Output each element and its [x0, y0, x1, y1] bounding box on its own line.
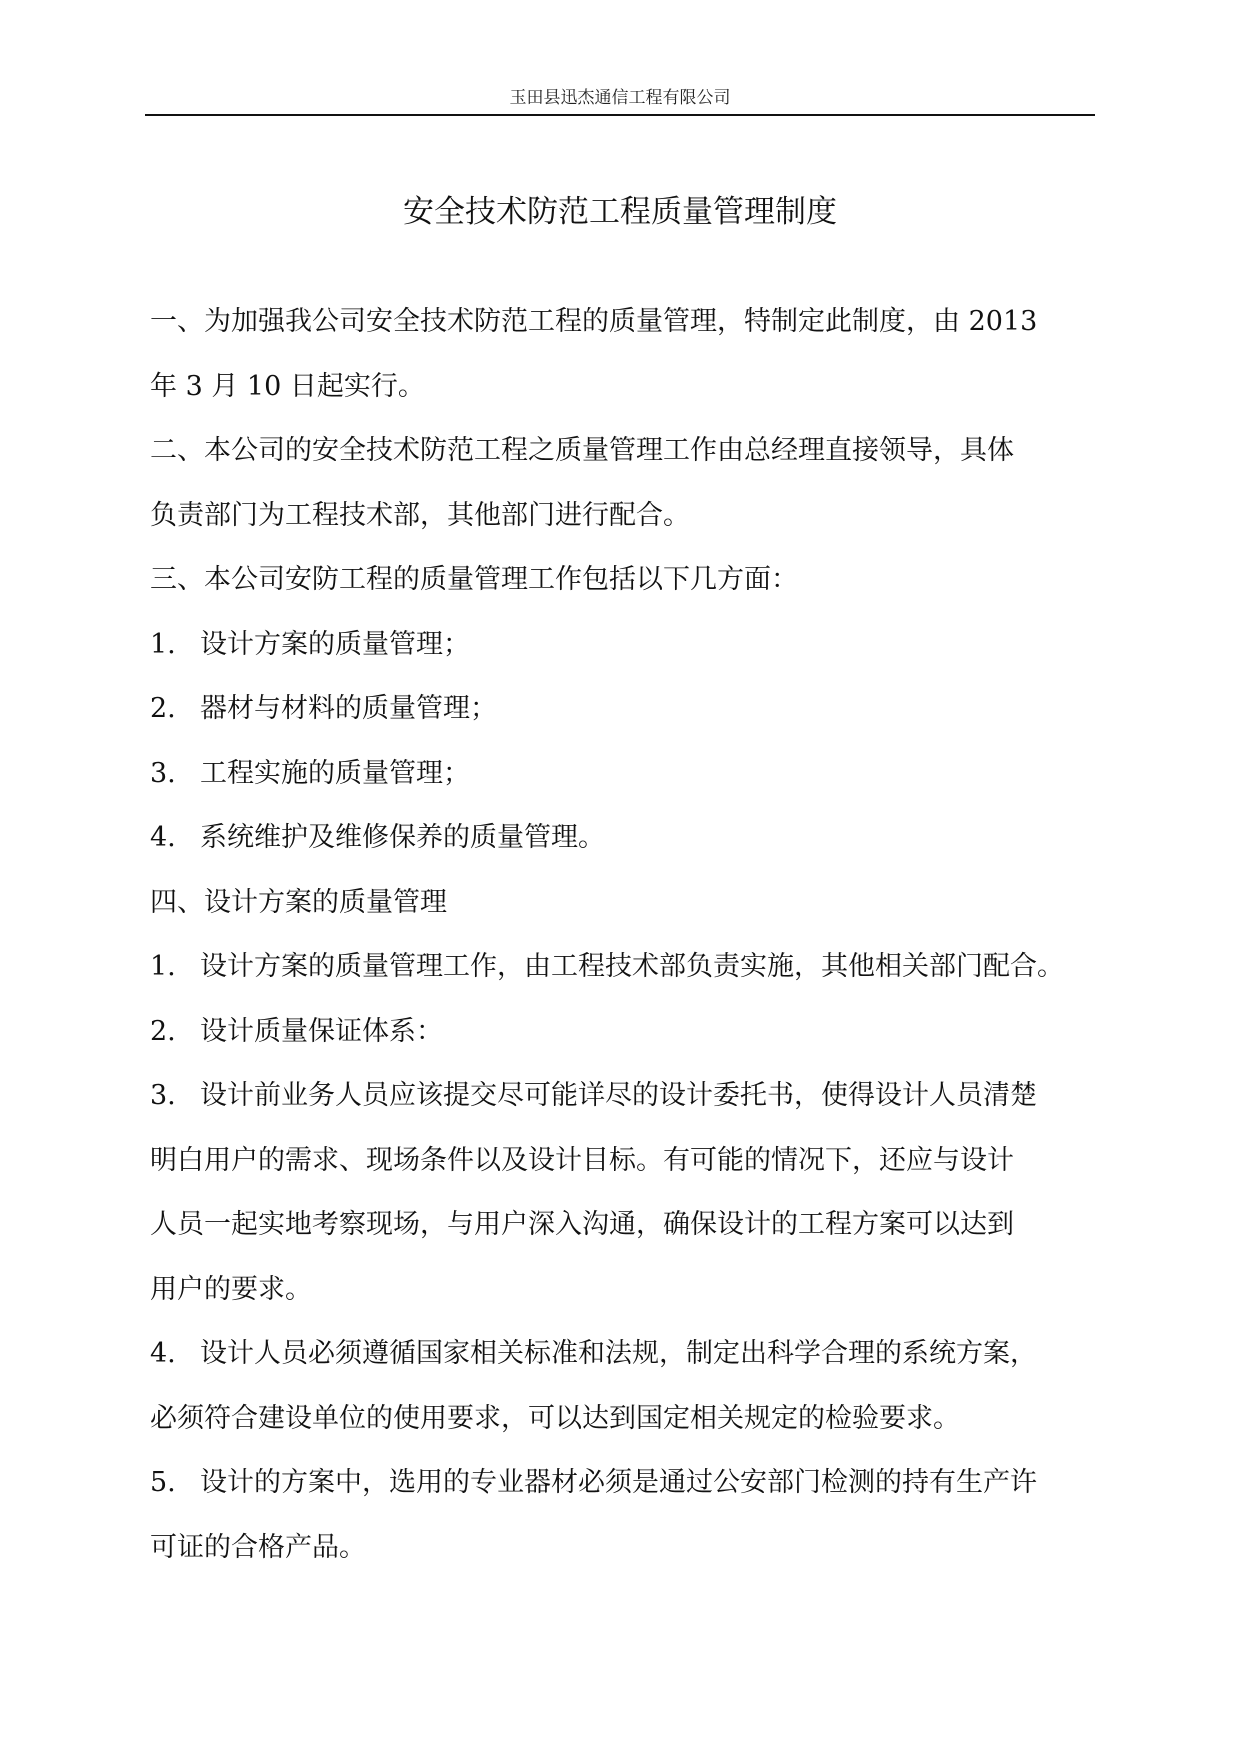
paragraph-line: 明白用户的需求、现场条件以及设计目标。有可能的情况下，还应与设计	[150, 1144, 1014, 1176]
list-item	[150, 1064, 1110, 1129]
list-item-number: 1.	[150, 951, 176, 982]
list-item-text: 设计质量保证体系：	[200, 1015, 443, 1047]
list-item-number: 2.	[150, 1015, 176, 1047]
list-item-number: 2.	[150, 693, 176, 724]
page-header-company: 玉田县迅杰通信工程有限公司	[509, 88, 731, 108]
list-item	[150, 742, 1110, 807]
list-item-number: 3.	[150, 1080, 176, 1111]
document-title: 安全技术防范工程质量管理制度	[403, 194, 837, 230]
list-item-number: 5.	[150, 1467, 176, 1498]
list-item	[150, 613, 1110, 678]
list-item-text: 设计的方案中，选用的专业器材必须是通过公安部门检测的持有生产许	[200, 1467, 1037, 1498]
header-divider	[145, 114, 1095, 116]
list-item-text: 设计方案的质量管理；	[200, 628, 470, 660]
list-item-number: 3.	[150, 757, 176, 789]
list-item-text: 设计人员必须遵循国家相关标准和法规，制定出科学合理的系统方案，	[200, 1338, 1037, 1369]
list-item	[150, 1451, 1110, 1516]
paragraph-line: 可证的合格产品。	[150, 1531, 366, 1563]
section-heading: 四、设计方案的质量管理	[150, 886, 447, 918]
list-item	[150, 806, 1110, 871]
paragraph-line: 用户的要求。	[150, 1273, 312, 1305]
list-item	[150, 1000, 1110, 1065]
list-item-number: 4.	[150, 822, 176, 853]
list-item-text: 设计方案的质量管理工作，由工程技术部负责实施，其他相关部门配合。	[200, 951, 1064, 982]
paragraph-line: 必须符合建设单位的使用要求，可以达到国定相关规定的检验要求。	[150, 1402, 960, 1434]
list-item-text: 系统维护及维修保养的质量管理。	[200, 822, 605, 853]
paragraph-line: 人员一起实地考察现场，与用户深入沟通，确保设计的工程方案可以达到	[150, 1209, 1014, 1240]
document-body	[150, 290, 1110, 1580]
list-item-number: 4.	[150, 1338, 176, 1369]
list-item	[150, 935, 1110, 1000]
list-item-text: 器材与材料的质量管理；	[200, 693, 497, 724]
paragraph-line: 三、本公司安防工程的质量管理工作包括以下几方面：	[150, 564, 798, 595]
list-item-text: 设计前业务人员应该提交尽可能详尽的设计委托书，使得设计人员清楚	[200, 1080, 1037, 1111]
list-item-text: 工程实施的质量管理；	[200, 757, 470, 789]
paragraph-line: 年 3 月 10 日起实行。	[150, 370, 425, 402]
paragraph-line: 一、为加强我公司安全技术防范工程的质量管理，特制定此制度，由 2013	[150, 306, 1038, 337]
paragraph-line: 负责部门为工程技术部，其他部门进行配合。	[150, 499, 690, 531]
paragraph-line: 二、本公司的安全技术防范工程之质量管理工作由总经理直接领导，具体	[150, 435, 1014, 466]
list-item-number: 1.	[150, 628, 176, 660]
list-item	[150, 677, 1110, 742]
list-item	[150, 1322, 1110, 1387]
